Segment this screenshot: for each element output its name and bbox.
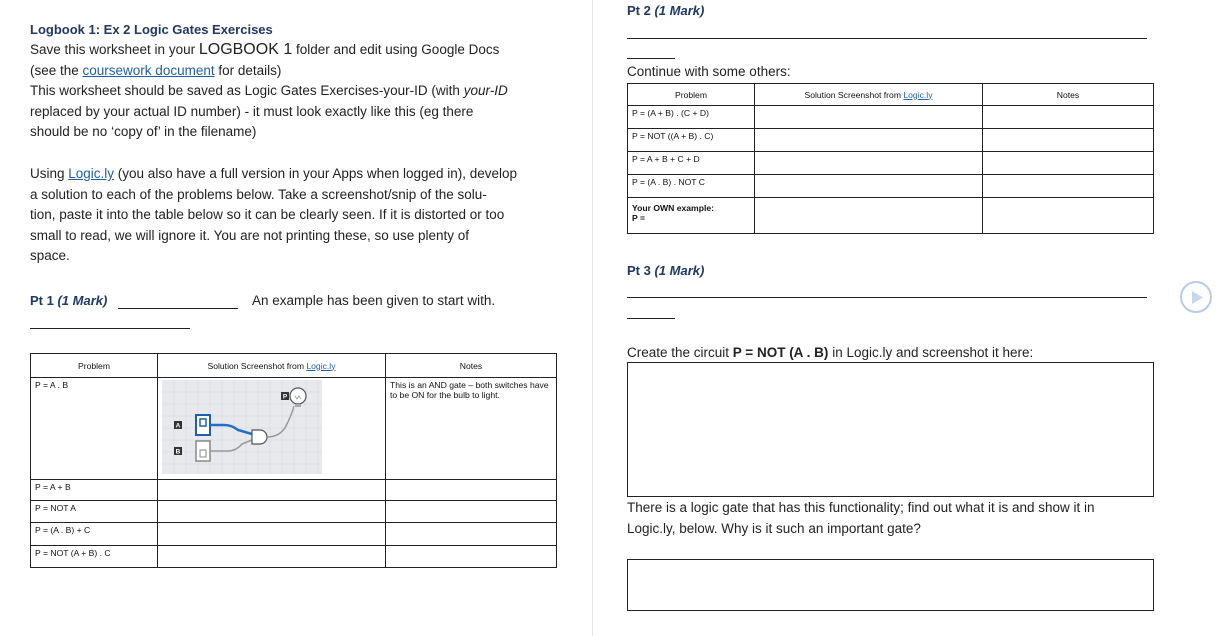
pt2-answer-line-2 bbox=[627, 58, 675, 59]
label-p: P bbox=[282, 393, 288, 401]
continue-text: Continue with some others: bbox=[627, 64, 791, 79]
header-solution bbox=[158, 354, 386, 378]
table-row bbox=[31, 523, 557, 546]
problem-cell: P = A . B bbox=[31, 378, 158, 480]
pt3-answer-line-2 bbox=[627, 318, 675, 319]
instructions-text: Using bbox=[30, 166, 69, 181]
pt1-heading bbox=[30, 293, 107, 308]
create-circuit-instruction bbox=[627, 343, 1033, 364]
notes-cell[interactable] bbox=[983, 175, 1154, 198]
instructions-text: tion, paste it into the table below so it can be clearly seen. If it is distorted or too bbox=[30, 207, 505, 222]
header-problem: Problem bbox=[628, 84, 755, 106]
table-row bbox=[628, 198, 1154, 234]
coursework-document-link[interactable]: coursework document bbox=[82, 62, 215, 78]
pt2-mark: (1 Mark) bbox=[654, 3, 705, 18]
table-row bbox=[31, 378, 557, 480]
notes-cell[interactable] bbox=[983, 152, 1154, 175]
pt3-heading bbox=[627, 263, 704, 278]
screenshot-box[interactable] bbox=[627, 362, 1154, 497]
intro-text: replaced by your actual ID number) - it must look exactly like this (eg there bbox=[30, 103, 474, 119]
logic-circuit-screenshot bbox=[162, 380, 322, 474]
notes-cell[interactable] bbox=[386, 480, 557, 501]
header-solution-text: Solution Screenshot from bbox=[804, 89, 904, 100]
notes-cell[interactable] bbox=[983, 106, 1154, 129]
notes-cell: This is an AND gate – both switches have to be ON for the bulb to light. bbox=[386, 378, 557, 480]
header-notes: Notes bbox=[983, 84, 1154, 106]
intro-paragraph bbox=[30, 40, 590, 143]
solution-cell[interactable] bbox=[755, 152, 983, 175]
solution-cell[interactable] bbox=[158, 546, 386, 568]
logbook-name: LOGBOOK 1 bbox=[198, 41, 293, 58]
right-problem-table bbox=[627, 83, 1154, 234]
table-row bbox=[31, 501, 557, 523]
problem-cell: P = A + B bbox=[31, 480, 158, 501]
header-solution-text: Solution Screenshot from bbox=[207, 360, 307, 371]
label-b: B bbox=[175, 448, 181, 456]
notes-cell[interactable] bbox=[983, 129, 1154, 152]
header-logicly-link[interactable]: Logic.ly bbox=[903, 89, 933, 100]
pt1-label: Pt 1 bbox=[30, 293, 54, 308]
instructions-text: space. bbox=[30, 248, 70, 263]
instructions-text: small to read, we will ignore it. You are not printing these, so use plenty of bbox=[30, 227, 470, 243]
problem-cell: P = NOT (A + B) . C bbox=[31, 546, 158, 568]
create-prefix: Create the circuit bbox=[627, 345, 733, 360]
and-gate-icon bbox=[252, 430, 267, 444]
table-row bbox=[31, 480, 557, 501]
play-circle-icon bbox=[1190, 290, 1204, 305]
solution-cell[interactable] bbox=[755, 129, 983, 152]
pt2-answer-line bbox=[627, 38, 1147, 39]
pt2-heading bbox=[627, 3, 704, 18]
solution-cell[interactable] bbox=[755, 198, 983, 234]
solution-cell[interactable] bbox=[158, 501, 386, 523]
instructions-text: (you also have a full version in your Apps when logged in), develop bbox=[114, 166, 518, 181]
pt2-label: Pt 2 bbox=[627, 3, 651, 18]
own-example-cell bbox=[628, 198, 755, 234]
problem-cell: P = (A . B) + C bbox=[31, 523, 158, 546]
table-row bbox=[628, 152, 1154, 175]
intro-text: for details) bbox=[214, 62, 282, 78]
notes-cell[interactable] bbox=[983, 198, 1154, 234]
solution-cell bbox=[158, 378, 386, 480]
intro-text: Save this worksheet in your bbox=[30, 42, 199, 57]
pt3-answer-line bbox=[627, 297, 1147, 298]
answer-box[interactable] bbox=[627, 559, 1154, 611]
problem-cell: P = NOT A bbox=[31, 501, 158, 523]
page-divider bbox=[592, 0, 593, 636]
gate-question-line: There is a logic gate that has this functionality; find out what it is and show it in bbox=[627, 500, 1095, 515]
problem-cell: P = A + B + C + D bbox=[628, 152, 755, 175]
intro-text: should be no ‘copy of’ in the filename) bbox=[30, 124, 257, 139]
solution-cell[interactable] bbox=[158, 480, 386, 501]
gate-question-line: Logic.ly, below. Why is it such an important gate? bbox=[627, 520, 921, 536]
notes-cell[interactable] bbox=[386, 501, 557, 523]
pt1-answer-line bbox=[118, 308, 238, 309]
intro-text: (see the bbox=[30, 62, 83, 78]
intro-text: This worksheet should be saved as Logic Gates Exercises-your-ID (with bbox=[30, 83, 464, 98]
pt3-mark: (1 Mark) bbox=[654, 263, 705, 278]
gate-question bbox=[627, 498, 1167, 539]
solution-cell[interactable] bbox=[158, 523, 386, 546]
logicly-link[interactable]: Logic.ly bbox=[68, 166, 115, 181]
page-title: Logbook 1: Ex 2 Logic Gates Exercises bbox=[30, 22, 273, 37]
table-row bbox=[628, 175, 1154, 198]
instructions-text: a solution to each of the problems below. Take a screenshot/snip of the solu- bbox=[30, 186, 487, 202]
pt1-answer-line-2 bbox=[30, 328, 190, 329]
intro-text: folder and edit using Google Docs bbox=[292, 42, 500, 57]
table-row bbox=[628, 106, 1154, 129]
notes-cell[interactable] bbox=[386, 546, 557, 568]
bulb-icon bbox=[290, 388, 306, 404]
play-button[interactable] bbox=[1180, 281, 1212, 313]
header-notes: Notes bbox=[386, 354, 557, 378]
header-problem: Problem bbox=[31, 354, 158, 378]
intro-emphasis: your-ID bbox=[463, 83, 508, 98]
create-suffix: in Logic.ly and screenshot it here: bbox=[828, 345, 1034, 360]
table-row bbox=[31, 546, 557, 568]
pt1-note: An example has been given to start with. bbox=[252, 293, 496, 308]
solution-cell[interactable] bbox=[755, 175, 983, 198]
problem-cell: P = (A + B) . (C + D) bbox=[628, 106, 755, 129]
problem-cell: P = NOT ((A + B) . C) bbox=[628, 129, 755, 152]
pt3-label: Pt 3 bbox=[627, 263, 651, 278]
table-row bbox=[628, 129, 1154, 152]
pt1-mark: (1 Mark) bbox=[57, 293, 108, 308]
own-example-p: P = bbox=[632, 213, 645, 223]
notes-cell[interactable] bbox=[386, 523, 557, 546]
create-formula: P = NOT (A . B) bbox=[732, 345, 829, 360]
label-a: A bbox=[175, 422, 181, 430]
left-problem-table bbox=[30, 353, 557, 568]
header-solution bbox=[755, 84, 983, 106]
header-logicly-link[interactable]: Logic.ly bbox=[306, 360, 336, 371]
solution-cell[interactable] bbox=[755, 106, 983, 129]
instructions-paragraph bbox=[30, 164, 590, 267]
problem-cell: P = (A . B) . NOT C bbox=[628, 175, 755, 198]
own-example-label: Your OWN example: bbox=[632, 203, 714, 213]
